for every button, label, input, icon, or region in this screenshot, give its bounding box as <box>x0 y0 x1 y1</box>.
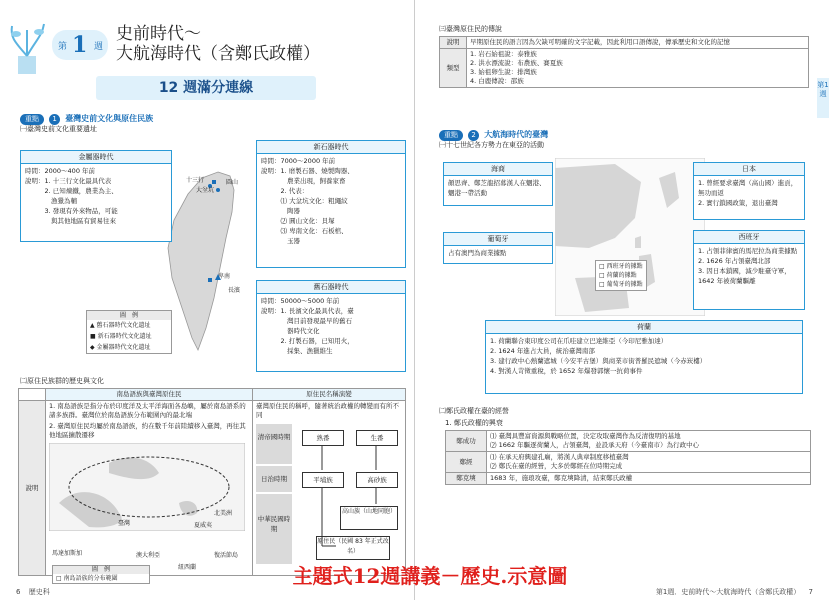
austronesian-legend-item: □ 南島語族的分布範圍 <box>56 575 118 582</box>
evolution-arrows <box>296 424 406 564</box>
legend-item: 4. 白鹿傳說：邵族 <box>470 77 524 85</box>
east-asia-map <box>555 158 705 316</box>
spain-line: 1. 占領菲律賓的馬尼拉為商業據點 <box>698 247 798 255</box>
focus1-title: 臺灣史前文化與原住民族 <box>65 114 154 123</box>
portugal-head: 葡萄牙 <box>444 233 552 246</box>
neolithic-line: ⑶ 卑南文化：石板棺、 <box>261 227 348 235</box>
paleolithic-box <box>256 280 406 372</box>
portugal-text: 占有澳門為商業據點 <box>448 249 507 257</box>
spain-line: 3. 因日本鎖國，減少駐臺守軍，1642 年被荷蘭驅離 <box>698 267 791 285</box>
neolithic-line: 說明：1. 磨製石器、燒製陶器、 <box>261 167 354 175</box>
table2-col1-head: 南島語族與臺灣原住民 <box>46 389 253 401</box>
legend-r1-text: 早期原住民的語言因為欠缺可明確的文字記載，因此利用口語傳說，傳承歷史和文化的記憶 <box>467 37 809 49</box>
metal-age-line: 3. 發現有外來物品，可能 <box>25 207 118 215</box>
site-legend-item: ◆ 金屬器時代文化遺址 <box>90 344 151 351</box>
focus1-badge: 重點 <box>20 114 44 125</box>
austronesian-table <box>18 388 406 582</box>
paleolithic-line: 2. 打製石器，已知用火， <box>261 337 354 345</box>
pirate-text: 顏思齊、鄭芝龍招募漢人在魍港、魍港一帶活動 <box>448 179 546 197</box>
name-shufan: 熟番 <box>302 430 344 446</box>
site-legend-item: ■ 新石器時代文化遺址 <box>90 333 152 340</box>
banner <box>96 76 316 100</box>
chapter-number: 1 <box>72 32 88 58</box>
paleolithic-line: 器時代文化 <box>261 327 320 335</box>
zheng-name: 鄭成功 <box>446 431 487 452</box>
map-label-changbin: 長濱 <box>228 287 241 294</box>
map-place: 臺灣 <box>118 520 131 527</box>
zheng-name: 鄭克塽 <box>446 473 487 485</box>
austronesian-legend-head: 圖 例 <box>53 566 149 574</box>
site-legend-head: 圖 例 <box>87 311 171 320</box>
zheng-line: ⑴ 臺灣具豐富資源與戰略位置，決定攻取臺灣作為反清復明的基地 <box>490 432 681 440</box>
spain-head: 西班牙 <box>694 231 804 244</box>
map-legend-item: □ 葡萄牙的據點 <box>599 281 643 288</box>
austronesian-legend <box>52 565 150 584</box>
dutch-box <box>485 320 803 394</box>
portugal-box <box>443 232 553 264</box>
legend-item: 3. 始祖卵生說：排灣族 <box>470 68 537 76</box>
japan-box <box>693 162 805 220</box>
neolithic-line: 陶器 <box>261 207 300 215</box>
paleolithic-line: 灣目前發現最早的舊石 <box>261 317 352 325</box>
map-label-shisanhang: 十三行 <box>186 177 205 184</box>
focus2-number: 2 <box>468 130 479 141</box>
legend-item: 2. 洪水漂流說：布農族、賽夏族 <box>470 59 563 67</box>
legend-type-table <box>439 36 809 88</box>
side-week-tab: 第1週 <box>817 78 829 118</box>
era-japanese: 日治時期 <box>256 466 292 492</box>
zheng-table <box>445 430 811 485</box>
banner-text: 12 週滿分連線 <box>158 80 254 96</box>
neolithic-line: 時間：7000～2000 年前 <box>261 157 336 165</box>
dutch-line: 3. 建行政中心熱蘭遮城（今安平古堡）與商業市街普羅民遮城（今赤崁樓） <box>490 357 707 365</box>
paleolithic-line: 時間：50000～5000 年前 <box>261 297 340 305</box>
metal-age-line: 與其他地區有貿易往來 <box>25 217 116 225</box>
metal-age-line: 時間：2000～400 年前 <box>25 167 96 175</box>
neolithic-head: 新石器時代 <box>257 141 405 154</box>
paleolithic-line: 說明：1. 長濱文化最具代表，臺 <box>261 307 354 315</box>
focus1-number: 1 <box>49 114 60 125</box>
sub2-heading: ㈡原住民族群的歷史與文化 <box>20 377 104 385</box>
legend-r2-label: 類型 <box>440 49 467 88</box>
name-gaoshan: 高山族（山地同胞） <box>340 506 398 530</box>
metal-age-head: 金屬器時代 <box>21 151 171 164</box>
zheng-line: 1683 年，施琅攻臺，鄭克塽降清，結束鄭氏政權 <box>490 474 633 482</box>
table2-p1: 1. 南島語族是指分布於印度洋及太平洋海面各島嶼，屬於南島語系的諸多族群。臺灣位於南島語族分布範圍內的最北端 <box>49 402 246 419</box>
era-roc: 中華民國時期 <box>256 494 292 564</box>
legend-item: 1. 岩石始祖說：泰雅族 <box>470 50 537 58</box>
focus2-heading <box>439 122 548 141</box>
map-label-beinan: 卑南 <box>218 273 231 280</box>
table2-col2-head: 原住民名稱演變 <box>253 389 406 401</box>
metal-age-line: 2. 已知煉鐵，農業為主、 <box>25 187 118 195</box>
table2-col2-intro: 臺灣原住民的稱呼，隨著統治政權的轉變而有所不同 <box>256 402 399 419</box>
sub5-heading: ㈡鄭氏政權在臺的經營 <box>439 407 509 415</box>
left-footer <box>16 584 216 600</box>
left-subject: 歷史科 <box>28 588 50 596</box>
name-pingpu: 平埔族 <box>302 472 344 488</box>
sub5a-heading: 1. 鄭氏政權的興衰 <box>445 419 503 427</box>
map-legend-item: □ 荷蘭的據點 <box>599 272 637 279</box>
zheng-name: 鄭經 <box>446 452 487 473</box>
site-legend <box>86 310 172 354</box>
map-legend <box>595 260 647 291</box>
plant-decoration-icon <box>6 18 48 76</box>
spain-line: 2. 1626 年占領臺灣北部 <box>698 257 771 265</box>
focus2-badge: 重點 <box>439 130 463 141</box>
metal-age-line: 說明：1. 十三行文化最具代表 <box>25 177 112 185</box>
paleolithic-head: 舊石器時代 <box>257 281 405 294</box>
neolithic-box <box>256 140 406 268</box>
map-legend-item: □ 西班牙的據點 <box>599 263 643 270</box>
map-place: 復活節島 <box>214 552 239 559</box>
spain-box <box>693 230 805 310</box>
pirate-head: 海商 <box>444 163 552 176</box>
right-page-number: 7 <box>808 588 813 596</box>
name-shengfan: 生番 <box>356 430 398 446</box>
map-place: 夏威夷 <box>194 522 213 529</box>
pirate-box <box>443 162 553 206</box>
zheng-line: ⑵ 鄭氏在臺的經營，大多於鄭經在位時期完成 <box>490 462 623 470</box>
paleolithic-line: 採集、漁獵維生 <box>261 347 333 355</box>
zheng-line: ⑵ 1662 年驅逐荷蘭人，占領臺灣，並設承天府（今臺南市）為行政中心 <box>490 441 700 449</box>
japan-head: 日本 <box>694 163 804 176</box>
dutch-line: 2. 1624 年進占大員，統治臺灣南部 <box>490 347 595 355</box>
left-page-number: 6 <box>16 588 21 596</box>
dutch-line: 4. 對漢人苛徵重稅，於 1652 年爆發郭懷一抗荷事件 <box>490 367 643 375</box>
sub4-heading: ㈠十七世紀各方勢力在東亞的活動 <box>439 141 544 149</box>
focus1-heading <box>20 106 153 125</box>
chapter-badge <box>52 30 108 60</box>
japan-line: 2. 實行鎖國政策，退出臺灣 <box>698 199 778 207</box>
name-gaosha: 高砂族 <box>356 472 398 488</box>
chapter-unit: 週 <box>94 42 104 52</box>
focus2-title: 大航海時代的臺灣 <box>484 130 549 139</box>
taiwan-map <box>160 168 250 358</box>
site-legend-item: ▲ 舊石器時代文化遺址 <box>90 322 151 329</box>
japan-line: 1. 曾經要求臺灣（高山國）進貢，無功而返 <box>698 179 798 197</box>
name-yuanzhumin: 原住民（民國 83 年正式改名） <box>316 536 390 560</box>
map-label-yuanshan: 圓山 <box>226 179 239 186</box>
sub1-heading: ㈠臺灣史前文化重要遺址 <box>20 125 97 133</box>
legend-r1-label: 說明 <box>440 37 467 49</box>
map-place: 澳大利亞 <box>136 552 161 559</box>
map-place: 紐西蘭 <box>178 564 197 571</box>
neolithic-line: 玉器 <box>261 237 300 245</box>
era-qing: 清帝國時期 <box>256 424 292 464</box>
right-page <box>415 0 829 600</box>
metal-age-box <box>20 150 172 242</box>
dutch-line: 1. 荷蘭聯合東印度公司在爪哇建立巴達維亞（今印尼雅加達） <box>490 337 668 345</box>
chapter-title <box>116 24 320 64</box>
right-footer-title: 第1週．史前時代～大航海時代（含鄭氏政權） <box>655 588 801 596</box>
chapter-label: 第 <box>58 42 68 52</box>
dutch-head: 荷蘭 <box>486 321 802 334</box>
map-label-dabenkeng: 大坌坑 <box>196 187 215 194</box>
neolithic-line: ⑵ 圓山文化：貝塚 <box>261 217 335 225</box>
neolithic-line: 農業出現，飼養家畜 <box>261 177 346 185</box>
metal-age-line: 漁獵為輔 <box>25 197 77 205</box>
zheng-line: ⑴ 在承天府興建孔廟，將漢人典章制度移植臺灣 <box>490 453 629 461</box>
table2-p2: 2. 臺灣原住民均屬於南島語族，約在數千年前陸續移入臺灣，再往其他地區擴散遷移 <box>49 422 246 439</box>
table2-row-label: 說明 <box>19 401 46 576</box>
neolithic-line: ⑴ 大坌坑文化：粗繩紋 <box>261 197 348 205</box>
sub3-heading: ㈢臺灣原住民的傳說 <box>439 25 502 33</box>
map-place: 馬達加斯加 <box>52 550 83 557</box>
watermark-caption: 主題式12週講義－歷史.示意圖 <box>292 564 568 588</box>
name-evolution-diagram <box>256 424 402 564</box>
map-place: 北美洲 <box>214 510 233 517</box>
chapter-title-line1: 史前時代～ <box>116 24 201 44</box>
neolithic-line: 2. 代表： <box>261 187 309 195</box>
chapter-title-line2: 大航海時代（含鄭氏政權） <box>116 44 320 64</box>
